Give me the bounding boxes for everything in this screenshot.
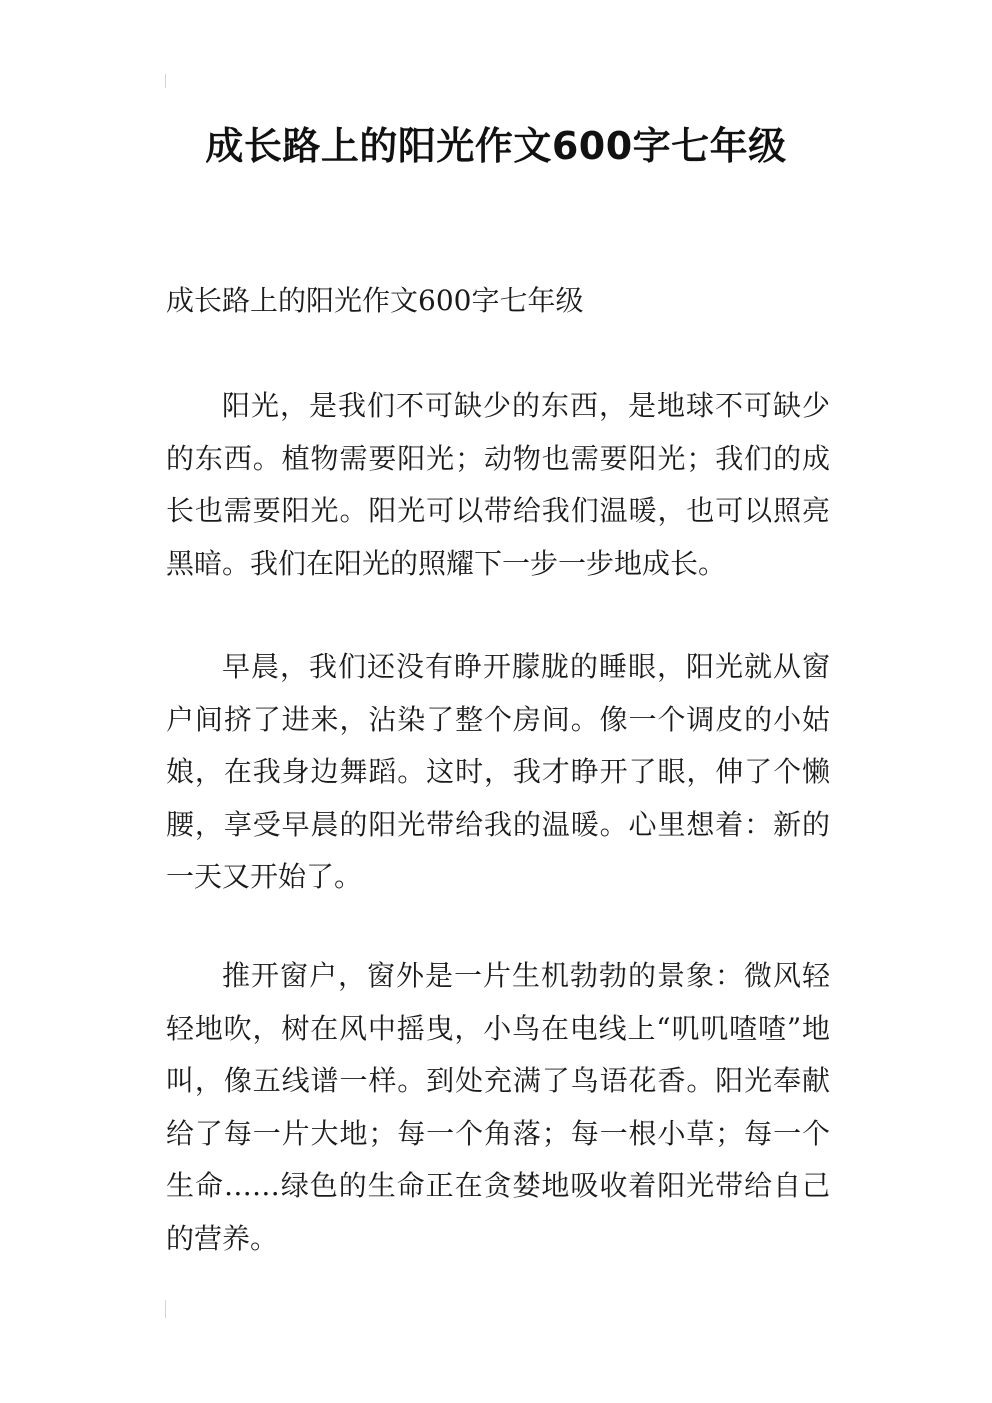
paragraph-1: 阳光，是我们不可缺少的东西，是地球不可缺少的东西。植物需要阳光；动物也需要阳光；我们的成长也需要阳光。阳光可以带给我们温暖，也可以照亮黑暗。我们在阳光的照耀下一步一步地成长。 <box>166 389 830 580</box>
article-subtitle: 成长路上的阳光作文600字七年级 <box>166 284 584 317</box>
margin-mark-bottom <box>165 1300 166 1318</box>
paragraph-2: 早晨，我们还没有睁开朦胧的睡眼，阳光就从窗户间挤了进来，沾染了整个房间。像一个调皮的小姑娘，在我身边舞蹈。这时，我才睁开了眼，伸了个懒腰，享受早晨的阳光带给我的温暖。心里想着：新的一天又开始了。 <box>166 650 830 893</box>
page-title: 成长路上的阳光作文600字七年级 <box>205 124 787 168</box>
paragraph-3: 推开窗户，窗外是一片生机勃勃的景象：微风轻轻地吹，树在风中摇曳，小鸟在电线上“叽叽喳喳”地叫，像五线谱一样。到处充满了鸟语花香。阳光奉献给了每一片大地；每一个角落；每一根小草；每一个生命……绿色的生命正在贪婪地吸收着阳光带给自己的营养。 <box>166 959 830 1255</box>
margin-mark-top <box>165 74 166 88</box>
